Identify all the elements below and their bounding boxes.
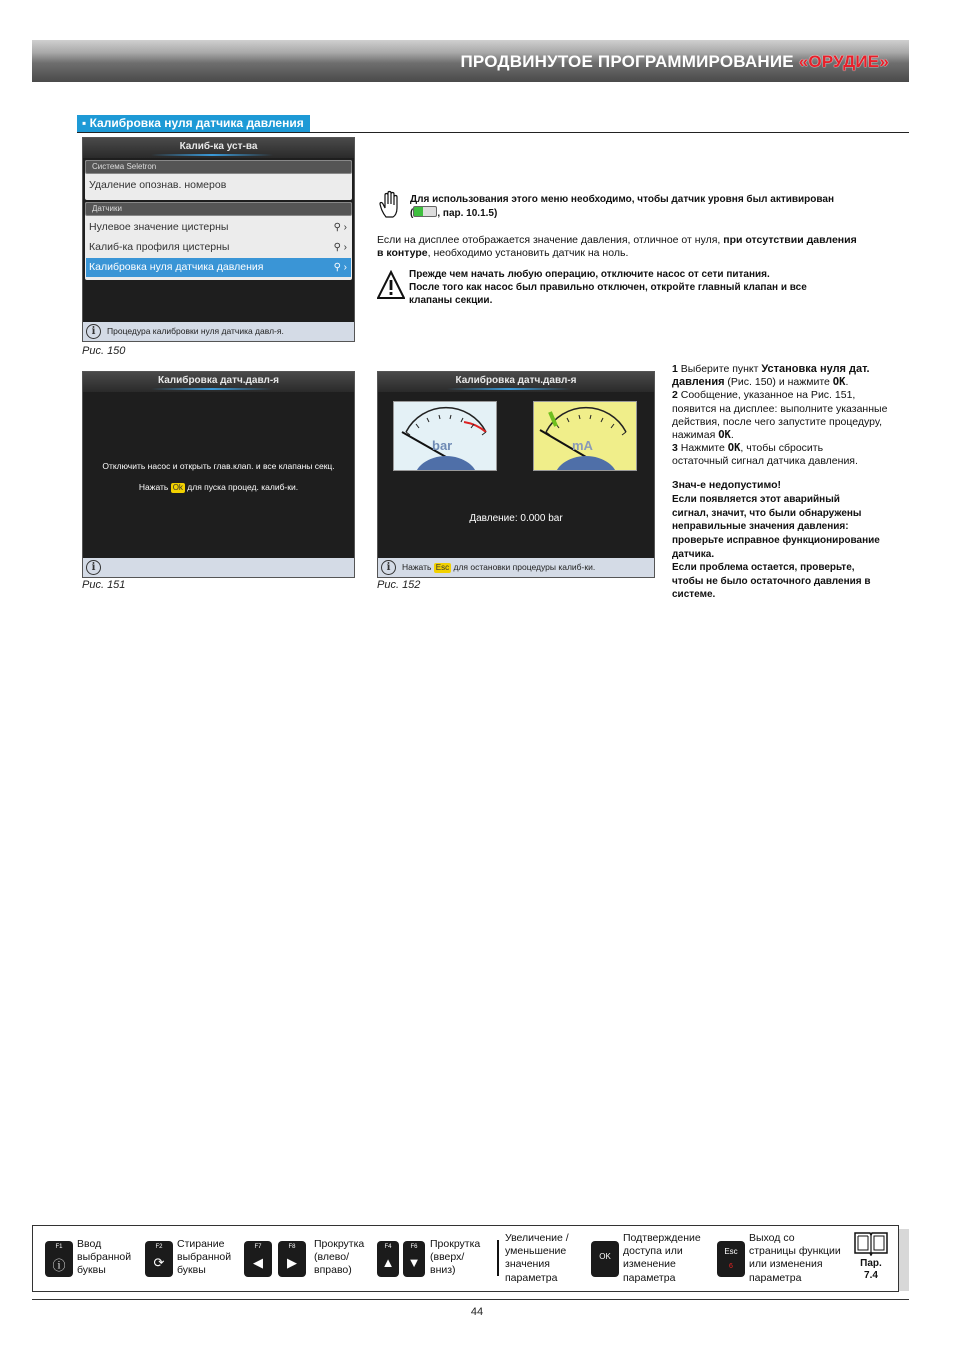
caption-fig151: Рис. 151 (82, 579, 126, 591)
device-screen-fig152 (377, 371, 655, 578)
legend-text-f7f8: Прокрутка (влево/ вправо) (314, 1238, 365, 1277)
steps-text: 1 Выберите пункт Установка нуля дат. давления (Рис. 150) и нажмите OK. 2 Сообщение, указанное на Рис. 151, появится на дисплее: выполните указанные действия, после чего запустите процедуру, нажимая OK. 3 Нажмите OK, чтобы сбросить остаточный сигнал датчика давления. (672, 363, 888, 468)
wrench-chevron-icon: ⚲ › (333, 242, 347, 253)
menu-item-remove-ids[interactable]: Удаление опознав. номеров (89, 179, 227, 191)
key-legend (32, 1225, 899, 1292)
device-screen-fig151 (82, 371, 355, 578)
screen-footer: i Процедура калибровки нуля датчика давл-я. (83, 322, 354, 341)
f4-key: F4 ▲ (377, 1241, 399, 1277)
esc-key-badge: Esc (435, 563, 450, 572)
warning-text: Прежде чем начать любую операцию, отключите насос от сети питания. После того как насос был правильно отключен, откройте главный клапан и все клапаны секции. (409, 269, 807, 307)
gauge-unit-ma: mA (572, 438, 593, 453)
battery-icon (413, 206, 437, 217)
current-gauge-ma (533, 401, 637, 471)
refresh-icon: ⟳ (153, 1255, 165, 1270)
book-reference: Пар. 7.4 (860, 1258, 882, 1281)
screen-title: Калиб-ка уст-ва (83, 138, 354, 158)
caption-fig150: Рис. 150 (82, 345, 126, 357)
legend-text-f1: Ввод выбранной буквы (77, 1238, 132, 1277)
screen-footer (83, 558, 354, 577)
pressure-gauge-bar (393, 401, 497, 471)
legend-text-esc: Выход со страницы функции или изменения параметра (749, 1232, 841, 1284)
screen-title: Калибровка датч.давл-я (83, 372, 354, 392)
arrow-up-icon: ▲ (381, 1255, 395, 1270)
legend-text-f2: Стирание выбранной буквы (177, 1238, 232, 1277)
legend-text-ok: Подтверждение доступа или изменение параметра (623, 1232, 701, 1284)
section-title: ▪ Калибровка нуля датчика давления (77, 115, 310, 132)
device-screen-fig150 (82, 137, 355, 342)
pressure-readout: Давление: 0.000 bar (469, 513, 563, 524)
page-header-bar (32, 40, 909, 82)
wrench-chevron-icon: ⚲ › (333, 262, 347, 273)
hand-icon (378, 190, 408, 220)
gauge-unit-bar: bar (432, 438, 453, 453)
legend-divider (497, 1240, 499, 1276)
legend-shadow (898, 1229, 909, 1291)
arrow-left-icon: ◀ (253, 1255, 263, 1270)
screen-footer: i Нажать Esc для остановки процедуры калиб-ки. (378, 558, 654, 577)
f8-key: F8 ▶ (278, 1241, 306, 1277)
instruction-line2: Нажать Ok для пуска процед. калиб-ки. (138, 482, 299, 492)
menu-item-tank-profile[interactable]: Калиб-ка профиля цистерны ⚲ › (86, 238, 351, 257)
wrench-chevron-icon: ⚲ › (333, 222, 347, 233)
alarm-title: Знач-е недопустимо! (672, 479, 782, 491)
menu-item-tank-zero[interactable]: Нулевое значение цистерны ⚲ › (86, 218, 351, 237)
book-icon (853, 1230, 889, 1256)
screen-title: Калибровка датч.давл-я (378, 372, 654, 392)
menu-item-pressure-zero[interactable]: Калибровка нуля датчика давления ⚲ › (86, 258, 351, 277)
info-icon: ⓘ (52, 1258, 66, 1273)
f2-key: F2 ⟳ (145, 1241, 173, 1277)
group-header-system: Система Seletron (85, 160, 352, 174)
section-divider (77, 132, 909, 133)
group-header-sensors: Датчики (85, 202, 352, 216)
arrow-down-icon: ▼ (407, 1255, 421, 1270)
ok-key: OK (591, 1241, 619, 1277)
paragraph-intro: Если на дисплее отображается значение давления, отличное от нуля, при отсутствии давления в контуре, необходимо установить датчик на ноль. (377, 234, 857, 260)
info-icon: i (381, 560, 396, 575)
arrow-right-icon: ▶ (287, 1255, 297, 1270)
note-text: Для использования этого меню необходимо, чтобы датчик уровня был активирован ( , пар. 10.1.5) (410, 194, 835, 220)
f7-key: F7 ◀ (244, 1241, 272, 1277)
f1-key: F1 ⓘ (45, 1241, 73, 1277)
warning-icon (377, 270, 405, 300)
info-icon: i (86, 324, 101, 339)
info-icon: i (86, 560, 101, 575)
esc-key: Esc 6 (717, 1241, 745, 1277)
ok-key-badge: Ok (172, 483, 183, 492)
legend-text-increase: Увеличение / уменьшение значения параметра (505, 1232, 569, 1284)
alarm-block: Знач-е недопустимо! Если появляется этот аварийный сигнал, значит, что были обнаружены неправильные значения давления: проверьте исправное функционирование датчика. Если проблема остается, проверьте, чтобы не было остаточного давления в системе. (672, 479, 880, 601)
instruction-line1: Отключить насос и открыть глав.клап. и все клапаны секц. (102, 461, 335, 471)
page-header-title: ПРОДВИНУТОЕ ПРОГРАММИРОВАНИЕ «ОРУДИЕ» (460, 52, 889, 71)
footer-divider (32, 1299, 909, 1300)
legend-text-f4f6: Прокрутка (вверх/ вниз) (430, 1238, 481, 1277)
caption-fig152: Рис. 152 (377, 579, 421, 591)
page-number: 44 (470, 1306, 484, 1318)
f6-key: F6 ▼ (403, 1241, 425, 1277)
